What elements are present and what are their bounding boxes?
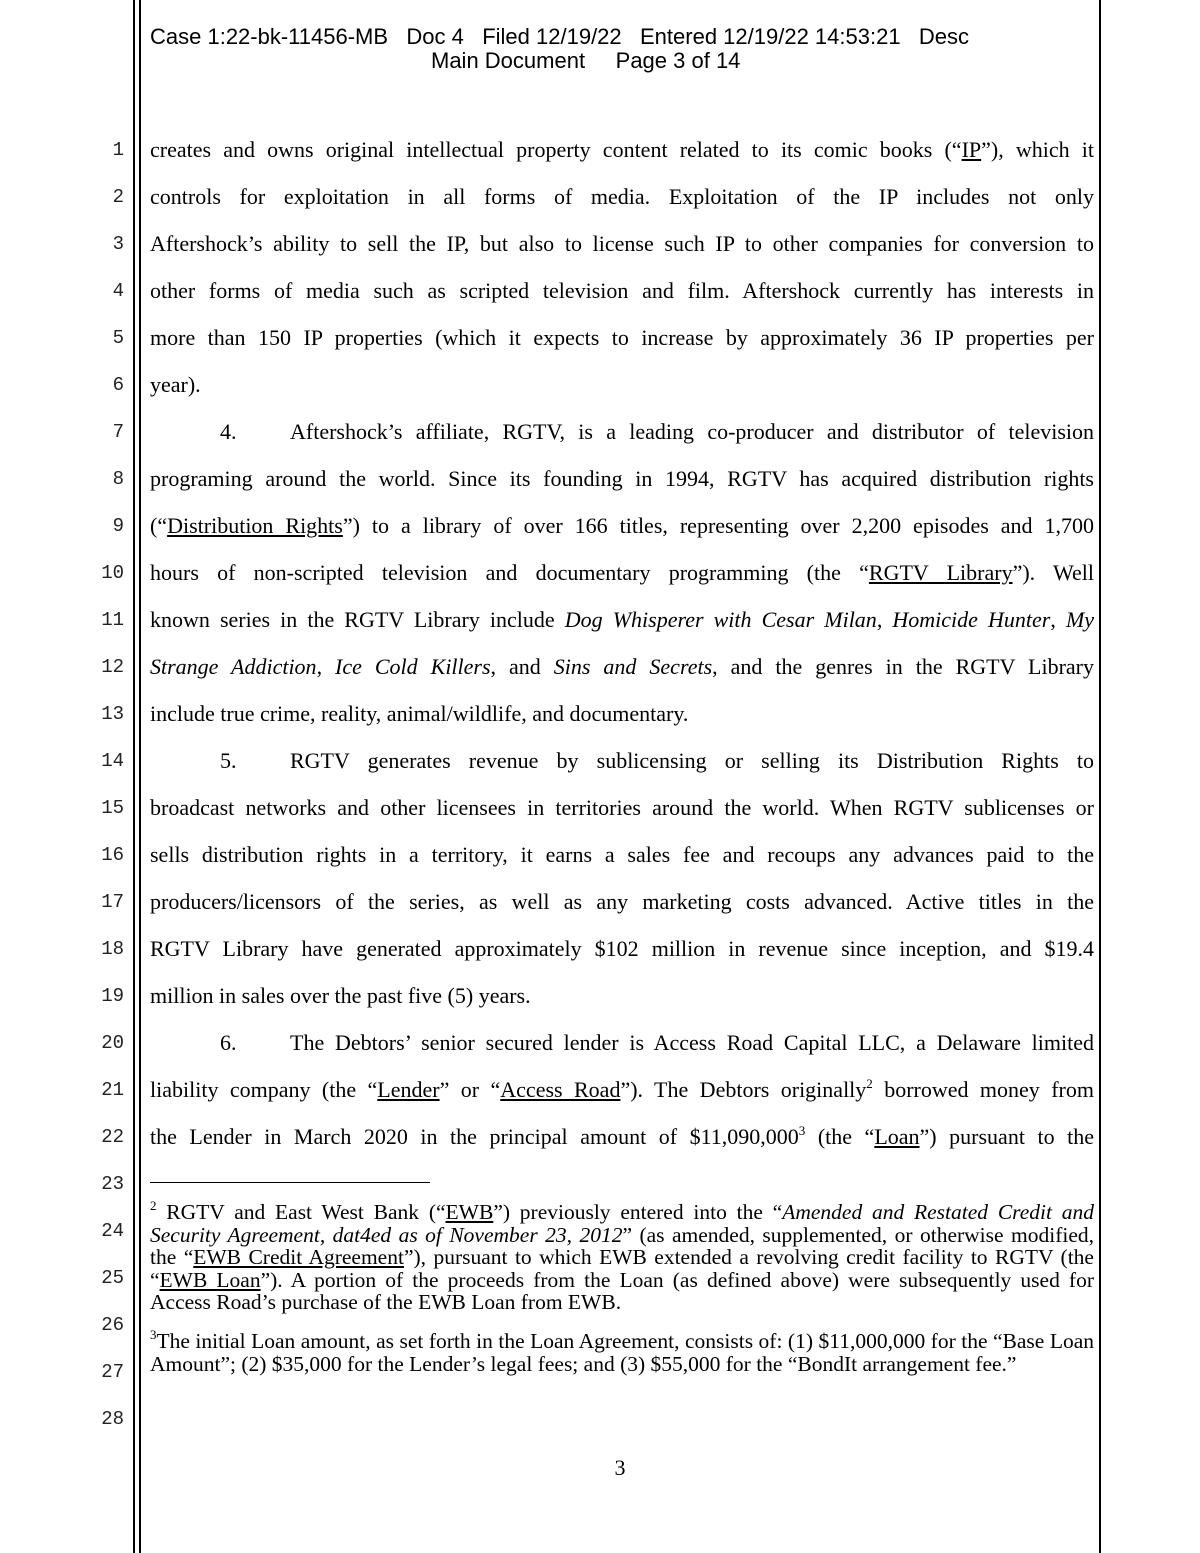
line-number: 8 bbox=[112, 468, 124, 490]
body-line-14: 5. RGTV generates revenue by sublicensing or selling its Distribution Rights to bbox=[150, 748, 1094, 774]
line-number: 27 bbox=[101, 1361, 124, 1383]
case-number: Case 1:22-bk-11456-MB bbox=[150, 24, 389, 49]
line-number: 20 bbox=[101, 1032, 124, 1054]
line-number: 21 bbox=[101, 1079, 124, 1101]
line-number: 1 bbox=[112, 139, 124, 161]
line-number: 6 bbox=[112, 374, 124, 396]
body-line-12: Strange Addiction, Ice Cold Killers, and Sins and Secrets, and the genres in the RGTV Library bbox=[150, 654, 1095, 679]
line-number: 5 bbox=[112, 327, 124, 349]
lender-defined-term: Lender bbox=[377, 1077, 440, 1102]
line-number: 10 bbox=[101, 562, 124, 584]
paragraph-number: 6. bbox=[220, 1030, 237, 1055]
body-line-9: (“Distribution Rights”) to a library of over 166 titles, representing over 2,200 episodes and 1,700 bbox=[150, 513, 1095, 538]
footnote-2: $^2$ RGTV and East West Bank (“EWB”) previously entered into the “Amended and Restated Credit and Security Agreement, dat4ed as of November 23, 2012” (as amended, supplemented, or otherwise modified, the “EWB Credit Agreement”), pursuant to which EWB extended a revolving credit facility to RGTV (the “EWB Loan”). A portion of the proceeds from the Loan (as defined above) were subsequently used for Access Road’s purchase of the EWB Loan from EWB. bbox=[150, 1198, 1095, 1314]
main-document-label: Main Document bbox=[431, 48, 586, 73]
line-number: 24 bbox=[101, 1220, 124, 1242]
body-line-20: 6. The Debtors’ senior secured lender is Access Road Capital LLC, a Delaware limited bbox=[150, 1030, 1094, 1056]
body-line-19: million in sales over the past five (5) years. bbox=[150, 983, 531, 1008]
body-line-7: 4. Aftershock’s affiliate, RGTV, is a leading co-producer and distributor of television bbox=[150, 419, 1094, 445]
body-line-16: sells distribution rights in a territory, it earns a sales fee and recoups any advances paid to the bbox=[150, 842, 1094, 867]
body-line-18: RGTV Library have generated approximately $102 million in revenue since inception, and $19.4 bbox=[150, 936, 1094, 961]
line-number: 17 bbox=[101, 891, 124, 913]
line-number: 2 bbox=[112, 186, 124, 208]
entered-date: Entered 12/19/22 14:53:21 bbox=[640, 24, 901, 49]
access-road-defined-term: Access Road bbox=[500, 1077, 621, 1102]
case-header-line-1 bbox=[150, 25, 969, 49]
ip-defined-term: IP bbox=[961, 137, 982, 162]
line-number: 12 bbox=[101, 656, 124, 678]
body-line-2: controls for exploitation in all forms of media. Exploitation of the IP includes not only bbox=[150, 184, 1094, 209]
body-line-10: hours of non-scripted television and documentary programming (the “RGTV Library”). Well bbox=[150, 560, 1094, 585]
line-number: 4 bbox=[112, 280, 124, 302]
line-number: 18 bbox=[101, 938, 124, 960]
line-number: 25 bbox=[101, 1267, 124, 1289]
rgtv-library-defined-term: RGTV Library bbox=[868, 560, 1013, 585]
left-margin-rule-outer bbox=[133, 0, 135, 1553]
body-line-11: known series in the RGTV Library include Dog Whisperer with Cesar Milan, Homicide Hunter, My bbox=[150, 607, 1095, 632]
footnote-ref-3: 3 bbox=[798, 1123, 806, 1138]
line-number: 16 bbox=[101, 844, 124, 866]
line-number: 3 bbox=[112, 233, 124, 255]
distribution-rights-defined-term: Distribution Rights bbox=[167, 513, 343, 538]
body-line-1: creates and owns original intellectual property content related to its comic books (“IP”), which it bbox=[150, 137, 1094, 162]
footnote-ref-2: 2 bbox=[866, 1076, 873, 1091]
line-number: 9 bbox=[112, 515, 124, 537]
filed-date: Filed 12/19/22 bbox=[482, 24, 622, 49]
loan-defined-term: Loan bbox=[874, 1124, 920, 1149]
body-line-3: Aftershock’s ability to sell the IP, but also to license such IP to other companies for conversion to bbox=[150, 231, 1094, 256]
case-header-line-2 bbox=[431, 49, 740, 73]
body-line-21: liability company (the “Lender” or “Access Road”). The Debtors originally$^2$ borrowed money from bbox=[150, 1076, 1094, 1102]
body-line-17: producers/licensors of the series, as well as any marketing costs advanced. Active titles in the bbox=[150, 889, 1094, 914]
desc-label: Desc bbox=[918, 24, 970, 49]
footnote-mark: 2 bbox=[150, 1198, 157, 1213]
page-number: 3 bbox=[614, 1455, 626, 1480]
footnote-3: $^3$The initial Loan amount, as set forth in the Loan Agreement, consists of: (1) $11,000,000 for the “Base Loan Amount”; (2) $35,000 for the Lender’s legal fees; and (3) $55,000 for the “BondIt arrangement fee.” bbox=[150, 1327, 1094, 1376]
body-line-13: include true crime, reality, animal/wildlife, and documentary. bbox=[150, 701, 689, 726]
line-number: 11 bbox=[101, 609, 124, 631]
doc-number: Doc 4 bbox=[406, 24, 464, 49]
line-number: 28 bbox=[101, 1408, 124, 1430]
line-number: 19 bbox=[101, 985, 124, 1007]
line-number: 7 bbox=[112, 421, 124, 443]
line-number: 14 bbox=[101, 750, 124, 772]
body-line-15: broadcast networks and other licensees in territories around the world. When RGTV sublicenses or bbox=[150, 795, 1094, 820]
line-number: 15 bbox=[101, 797, 124, 819]
line-number: 26 bbox=[101, 1314, 124, 1336]
page-count: Page 3 of 14 bbox=[615, 48, 741, 73]
left-margin-rule-inner bbox=[139, 0, 141, 1553]
paragraph-number: 5. bbox=[220, 748, 237, 773]
footnote-mark: 3 bbox=[150, 1327, 157, 1342]
body-line-22: the Lender in March 2020 in the principal amount of $11,090,000$^3$ (the “Loan”) pursuant to the bbox=[150, 1123, 1094, 1149]
body-line-6: year). bbox=[150, 372, 201, 397]
footnote-separator bbox=[150, 1182, 430, 1183]
line-number: 22 bbox=[101, 1126, 124, 1148]
right-margin-rule bbox=[1099, 0, 1101, 1553]
paragraph-number: 4. bbox=[220, 419, 237, 444]
body-line-5: more than 150 IP properties (which it expects to increase by approximately 36 IP properties per bbox=[150, 325, 1094, 350]
body-line-8: programing around the world. Since its founding in 1994, RGTV has acquired distribution rights bbox=[150, 466, 1094, 491]
line-number: 23 bbox=[101, 1173, 124, 1195]
body-line-4: other forms of media such as scripted television and film. Aftershock currently has interests in bbox=[150, 278, 1094, 303]
line-number: 13 bbox=[101, 703, 124, 725]
